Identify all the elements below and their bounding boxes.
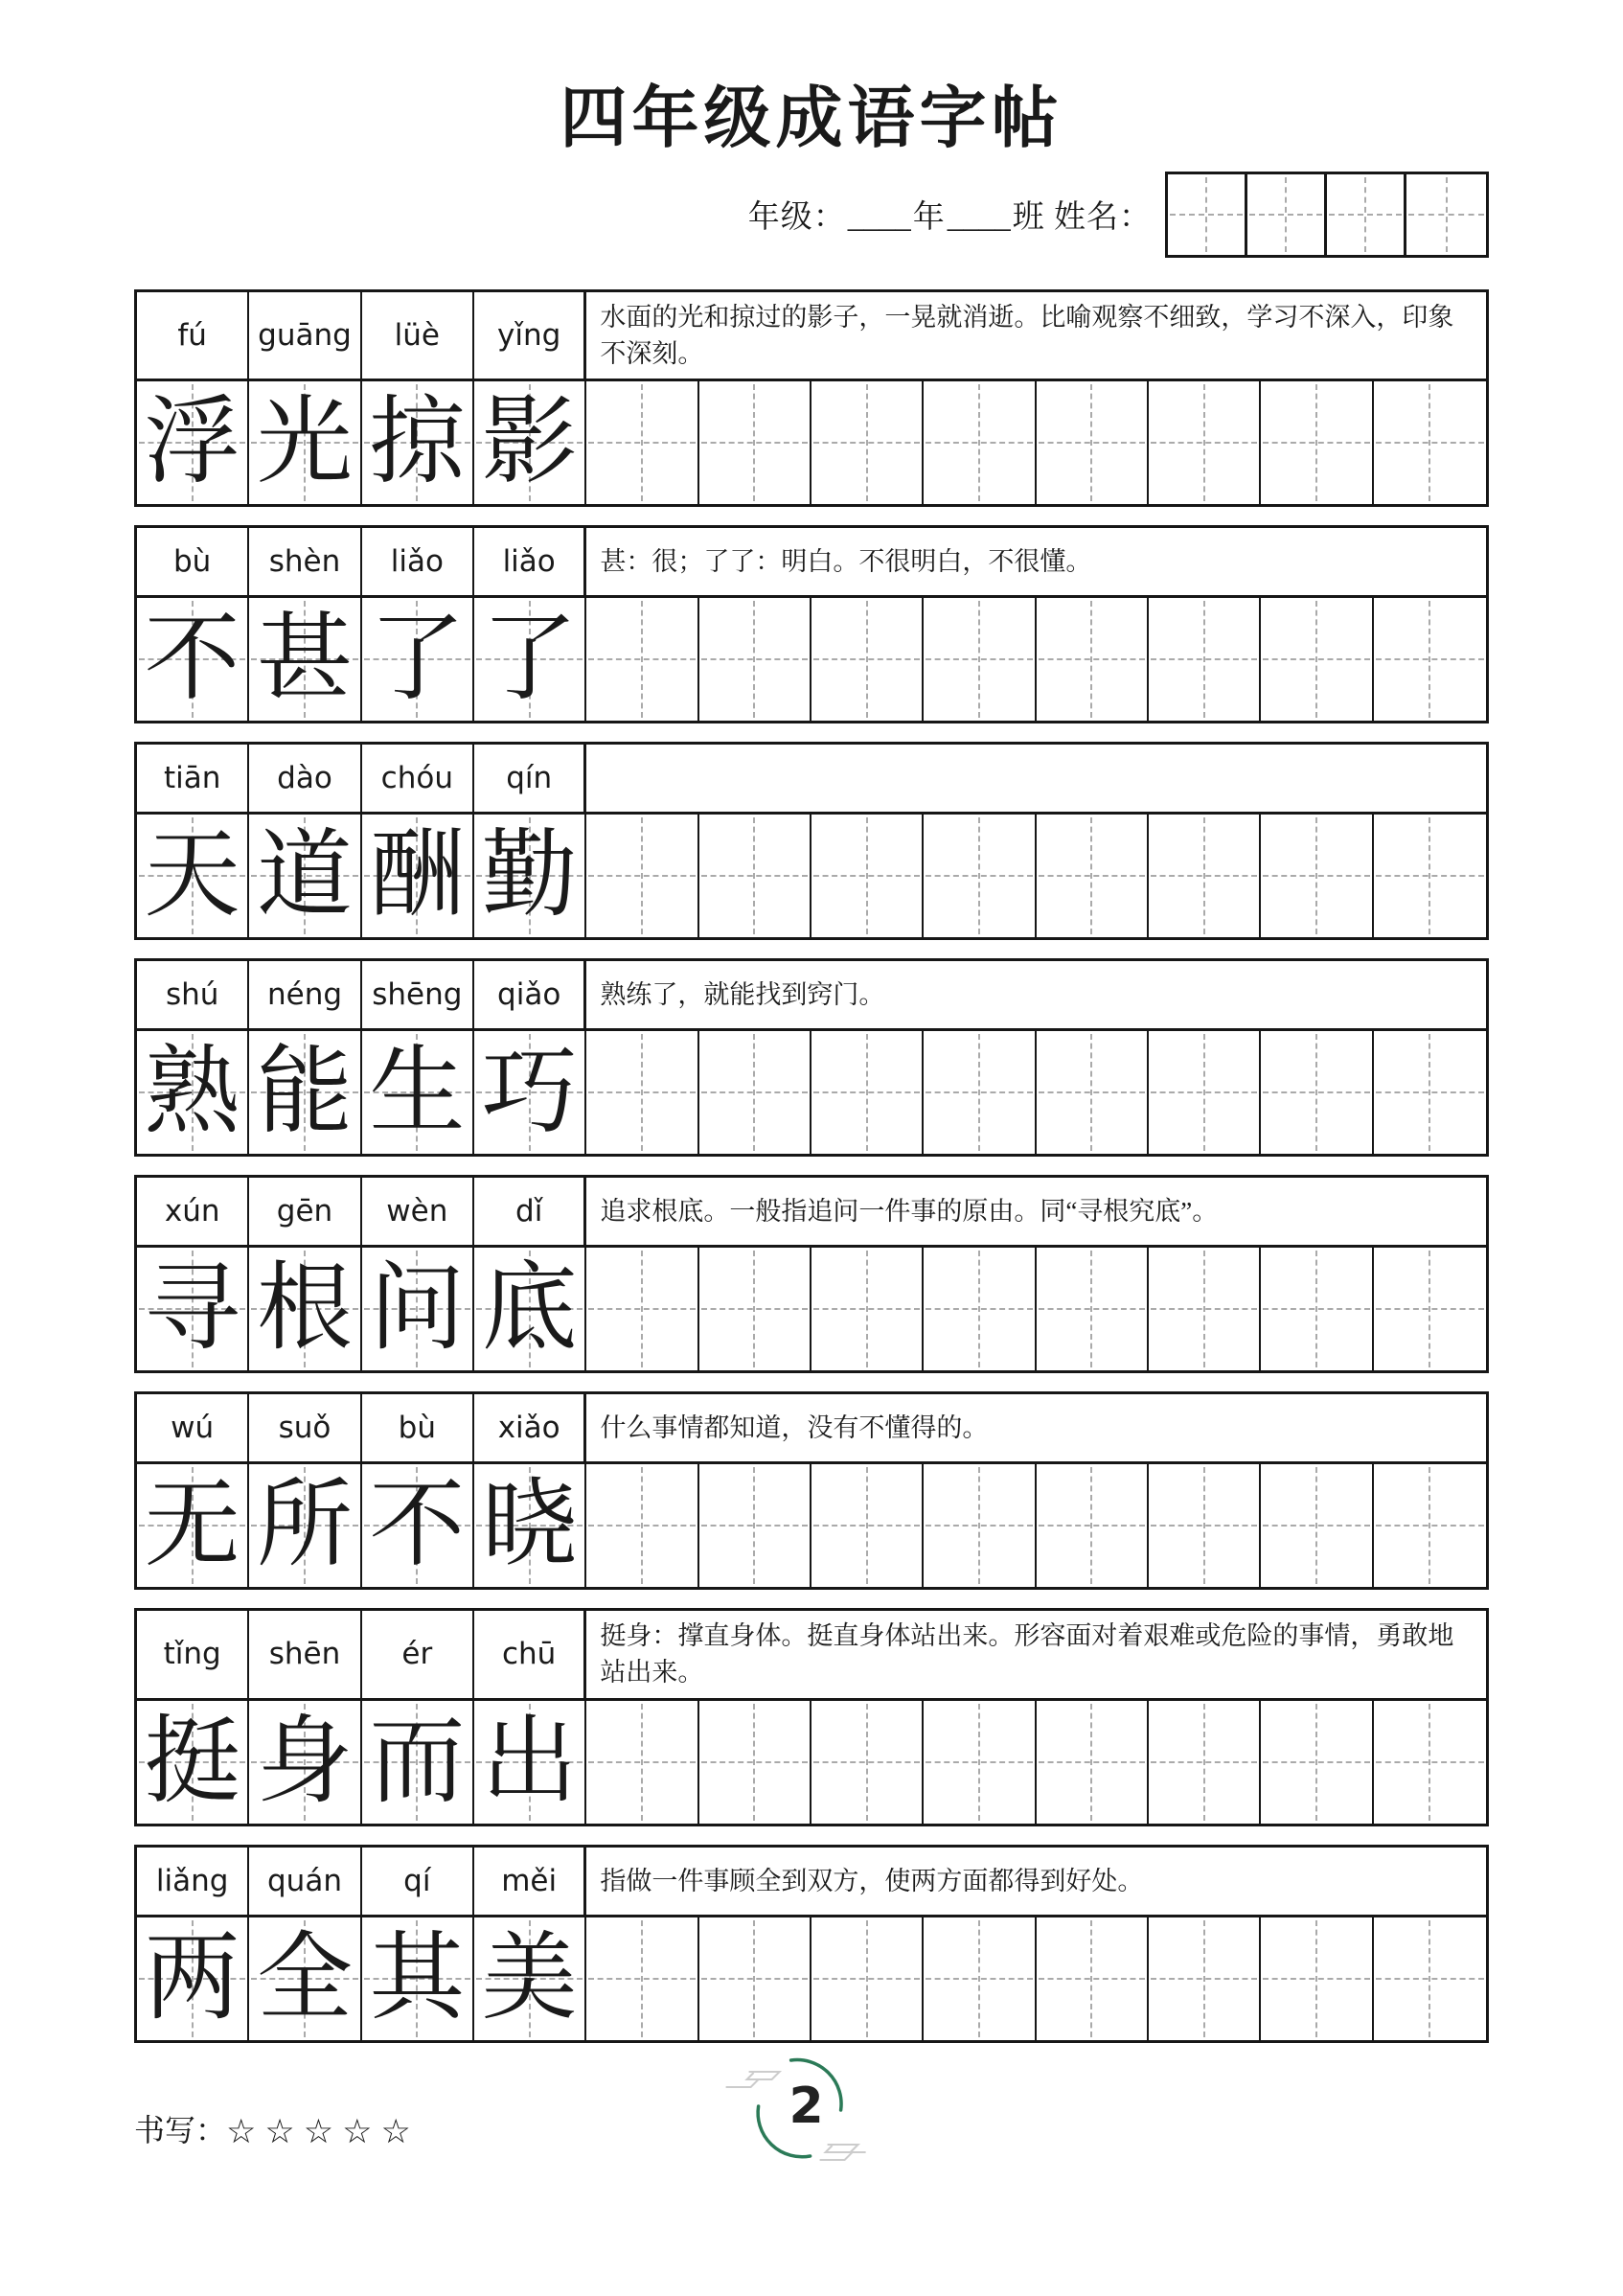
- practice-cell[interactable]: [1374, 1248, 1486, 1370]
- pinyin-cell: suǒ: [249, 1394, 361, 1461]
- idiom-character: 酬: [369, 822, 466, 930]
- practice-cell[interactable]: [699, 1701, 812, 1824]
- practice-cell[interactable]: [924, 1701, 1036, 1824]
- practice-cell[interactable]: [812, 815, 924, 937]
- definition-text: 水面的光和掠过的影子，一晃就消逝。比喻观察不细致，学习不深入，印象不深刻。: [600, 302, 1454, 368]
- model-character-cell: [249, 1464, 361, 1587]
- practice-cell[interactable]: [1037, 1917, 1149, 2040]
- pinyin-cell: néng: [249, 961, 361, 1028]
- idiom-block: [134, 1391, 1489, 1590]
- name-writing-grid[interactable]: [1165, 172, 1489, 258]
- character-row: [137, 815, 1486, 937]
- page-number-badge: [720, 2045, 893, 2189]
- model-character-cell: [474, 1701, 586, 1824]
- practice-cell[interactable]: [1149, 598, 1261, 721]
- practice-cell[interactable]: [1374, 1917, 1486, 2040]
- pinyin-cell: shēng: [362, 961, 474, 1028]
- pinyin-cell: quán: [249, 1848, 361, 1915]
- character-row: [137, 1031, 1486, 1154]
- practice-cell[interactable]: [1149, 1701, 1261, 1824]
- practice-cell[interactable]: [1261, 1248, 1373, 1370]
- idiom-character: 了: [481, 606, 578, 713]
- model-character-cell: [249, 598, 361, 721]
- model-character-cell: [474, 381, 586, 504]
- pinyin-cell: bù: [362, 1394, 474, 1461]
- practice-cell[interactable]: [924, 1917, 1036, 2040]
- pinyin-cell: gēn: [249, 1178, 361, 1245]
- model-character-cell: [362, 598, 474, 721]
- page-footer: [134, 2077, 1489, 2252]
- idiom-character: 而: [369, 1708, 466, 1815]
- pinyin-cell: wèn: [362, 1178, 474, 1245]
- definition-text: 追求根底。一般指追问一件事的原由。同“寻根究底”。: [600, 1196, 1219, 1226]
- practice-cell[interactable]: [1149, 1248, 1261, 1370]
- practice-cell[interactable]: [699, 1248, 812, 1370]
- model-character-cell: [474, 815, 586, 937]
- practice-cell[interactable]: [1261, 1917, 1373, 2040]
- idiom-character: 全: [256, 1924, 353, 2032]
- practice-cell[interactable]: [1374, 598, 1486, 721]
- practice-cell[interactable]: [699, 1031, 812, 1154]
- practice-cell[interactable]: [924, 815, 1036, 937]
- worksheet-content: [134, 0, 1489, 2252]
- idiom-character: 道: [256, 822, 353, 930]
- practice-cell[interactable]: [699, 815, 812, 937]
- character-row: [137, 1701, 1486, 1824]
- pinyin-cell: yǐng: [474, 292, 586, 379]
- pinyin-cell: liǎng: [137, 1848, 249, 1915]
- idiom-character: 晓: [481, 1472, 578, 1579]
- name-grid-cell[interactable]: [1406, 174, 1486, 255]
- model-character-cell: [362, 1248, 474, 1370]
- idiom-header-row: [137, 1178, 1486, 1248]
- idiom-block: [134, 742, 1489, 940]
- practice-cell[interactable]: [586, 1917, 698, 2040]
- pinyin-cell: chóu: [362, 745, 474, 812]
- student-info-row: [134, 169, 1489, 261]
- model-character-cell: [474, 1248, 586, 1370]
- practice-cell[interactable]: [586, 1031, 698, 1154]
- idiom-block: [134, 958, 1489, 1157]
- model-character-cell: [249, 1917, 361, 2040]
- practice-cell[interactable]: [1374, 815, 1486, 937]
- practice-cell[interactable]: [1374, 1701, 1486, 1824]
- character-row: [137, 1248, 1486, 1370]
- practice-cell[interactable]: [1037, 1248, 1149, 1370]
- model-character-cell: [362, 381, 474, 504]
- model-character-cell: [362, 815, 474, 937]
- pinyin-cell: měi: [474, 1848, 586, 1915]
- model-character-cell: [137, 1464, 249, 1587]
- model-character-cell: [137, 815, 249, 937]
- practice-cell[interactable]: [924, 1248, 1036, 1370]
- model-character-cell: [137, 1031, 249, 1154]
- page-number: 2: [789, 2077, 824, 2135]
- idiom-character: 两: [144, 1924, 240, 2032]
- student-info-labels: [748, 192, 1152, 237]
- practice-cell[interactable]: [812, 381, 924, 504]
- definition-text: 挺身：撑直身体。挺直身体站出来。形容面对着艰难或危险的事情，勇敢地站出来。: [600, 1621, 1454, 1688]
- pinyin-cell: qín: [474, 745, 586, 812]
- practice-cell[interactable]: [1261, 815, 1373, 937]
- practice-cell[interactable]: [1149, 1917, 1261, 2040]
- name-grid-cell[interactable]: [1168, 174, 1247, 255]
- practice-cell[interactable]: [586, 1248, 698, 1370]
- rating-stars[interactable]: ☆☆☆☆☆: [226, 2112, 420, 2151]
- idiom-character: 不: [144, 606, 240, 713]
- idiom-header-row: [137, 1394, 1486, 1464]
- idiom-character: 影: [481, 389, 578, 496]
- practice-cell[interactable]: [812, 1464, 924, 1587]
- practice-cell[interactable]: [924, 1464, 1036, 1587]
- idiom-block: [134, 1175, 1489, 1373]
- pinyin-cell: xún: [137, 1178, 249, 1245]
- model-character-cell: [249, 1701, 361, 1824]
- practice-cell[interactable]: [1037, 815, 1149, 937]
- idiom-header-row: [137, 1848, 1486, 1917]
- pinyin-cell: tiān: [137, 745, 249, 812]
- practice-cell[interactable]: [1261, 1031, 1373, 1154]
- idiom-blocks: [134, 289, 1489, 2043]
- practice-cell[interactable]: [699, 381, 812, 504]
- practice-cell[interactable]: [924, 381, 1036, 504]
- pinyin-cell: qí: [362, 1848, 474, 1915]
- practice-cell[interactable]: [812, 1031, 924, 1154]
- pinyin-cell: xiǎo: [474, 1394, 586, 1461]
- practice-cell[interactable]: [1037, 1464, 1149, 1587]
- pinyin-cell: chū: [474, 1611, 586, 1698]
- idiom-character: 身: [256, 1708, 353, 1815]
- idiom-character: 掠: [369, 389, 466, 496]
- definition-text: [586, 745, 1486, 812]
- practice-cell[interactable]: [699, 598, 812, 721]
- idiom-character: 寻: [144, 1255, 240, 1363]
- model-character-cell: [249, 1248, 361, 1370]
- model-character-cell: [474, 598, 586, 721]
- idiom-block: [134, 1845, 1489, 2043]
- pinyin-cell: shēn: [249, 1611, 361, 1698]
- practice-cell[interactable]: [699, 1917, 812, 2040]
- practice-cell[interactable]: [586, 815, 698, 937]
- idiom-header-row: [137, 961, 1486, 1031]
- practice-cell[interactable]: [586, 598, 698, 721]
- idiom-character: 天: [144, 822, 240, 930]
- pinyin-cell: shèn: [249, 528, 361, 595]
- practice-cell[interactable]: [812, 1248, 924, 1370]
- pinyin-cell: liǎo: [362, 528, 474, 595]
- practice-cell[interactable]: [1037, 1031, 1149, 1154]
- idiom-character: 无: [144, 1472, 240, 1579]
- idiom-character: 勤: [481, 822, 578, 930]
- idiom-character: 其: [369, 1924, 466, 2032]
- practice-cell[interactable]: [1261, 1701, 1373, 1824]
- model-character-cell: [362, 1464, 474, 1587]
- model-character-cell: [362, 1031, 474, 1154]
- model-character-cell: [249, 381, 361, 504]
- idiom-character: 底: [481, 1255, 578, 1363]
- practice-cell[interactable]: [1149, 381, 1261, 504]
- practice-cell[interactable]: [699, 1464, 812, 1587]
- character-row: [137, 381, 1486, 504]
- practice-cell[interactable]: [1261, 1464, 1373, 1587]
- idiom-character: 甚: [256, 606, 353, 713]
- practice-cell[interactable]: [1261, 598, 1373, 721]
- idiom-block: [134, 1608, 1489, 1826]
- practice-cell[interactable]: [812, 1701, 924, 1824]
- practice-cell[interactable]: [586, 1701, 698, 1824]
- practice-cell[interactable]: [812, 1917, 924, 2040]
- definition-text: 指做一件事顾全到双方，使两方面都得到好处。: [600, 1866, 1144, 1895]
- pinyin-cell: guāng: [249, 292, 361, 379]
- pinyin-cell: dào: [249, 745, 361, 812]
- pinyin-cell: wú: [137, 1394, 249, 1461]
- idiom-header-row: [137, 528, 1486, 598]
- model-character-cell: [249, 815, 361, 937]
- model-character-cell: [137, 1701, 249, 1824]
- practice-cell[interactable]: [924, 598, 1036, 721]
- practice-cell[interactable]: [586, 1464, 698, 1587]
- model-character-cell: [474, 1917, 586, 2040]
- model-character-cell: [137, 1248, 249, 1370]
- class-label: 班: [1012, 200, 1045, 235]
- name-grid-cell[interactable]: [1247, 174, 1327, 255]
- pinyin-cell: bù: [137, 528, 249, 595]
- model-character-cell: [474, 1464, 586, 1587]
- pinyin-cell: fú: [137, 292, 249, 379]
- idiom-character: 光: [256, 389, 353, 496]
- character-row: [137, 1464, 1486, 1587]
- pinyin-cell: lüè: [362, 292, 474, 379]
- idiom-character: 美: [481, 1924, 578, 2032]
- model-character-cell: [137, 1917, 249, 2040]
- name-label: 姓名：: [1054, 200, 1152, 235]
- model-character-cell: [249, 1031, 361, 1154]
- practice-cell[interactable]: [1149, 1464, 1261, 1587]
- practice-cell[interactable]: [1374, 381, 1486, 504]
- idiom-character: 不: [369, 1472, 466, 1579]
- practice-cell[interactable]: [1037, 598, 1149, 721]
- page-title: 四年级成语字帖: [560, 82, 1063, 156]
- practice-cell[interactable]: [1261, 381, 1373, 504]
- character-row: [137, 1917, 1486, 2040]
- practice-cell[interactable]: [924, 1031, 1036, 1154]
- idiom-character: 挺: [144, 1708, 240, 1815]
- practice-cell[interactable]: [1149, 1031, 1261, 1154]
- pinyin-cell: ér: [362, 1611, 474, 1698]
- idiom-header-row: [137, 292, 1486, 382]
- practice-cell[interactable]: [586, 381, 698, 504]
- practice-cell[interactable]: [1037, 381, 1149, 504]
- definition-text: 熟练了，就能找到窍门。: [600, 979, 885, 1009]
- cloud-bottom-right-icon: [820, 2145, 866, 2160]
- pinyin-cell: tǐng: [137, 1611, 249, 1698]
- definition-text: 什么事情都知道，没有不懂得的。: [600, 1412, 989, 1442]
- practice-cell[interactable]: [1149, 815, 1261, 937]
- idiom-character: 根: [256, 1255, 353, 1363]
- idiom-header-row: [137, 1611, 1486, 1701]
- pinyin-cell: shú: [137, 961, 249, 1028]
- idiom-block: [134, 525, 1489, 723]
- pinyin-cell: qiǎo: [474, 961, 586, 1028]
- definition-text: 甚：很；了了：明白。不很明白，不很懂。: [600, 546, 1092, 576]
- pinyin-cell: liǎo: [474, 528, 586, 595]
- model-character-cell: [362, 1701, 474, 1824]
- idiom-character: 巧: [481, 1039, 578, 1146]
- idiom-character: 出: [481, 1708, 578, 1815]
- practice-cell[interactable]: [812, 598, 924, 721]
- model-character-cell: [474, 1031, 586, 1154]
- idiom-header-row: [137, 745, 1486, 815]
- year-label: 年: [912, 200, 946, 235]
- idiom-character: 了: [369, 606, 466, 713]
- grade-label: 年级：: [747, 200, 846, 235]
- practice-cell[interactable]: [1374, 1031, 1486, 1154]
- practice-cell[interactable]: [1037, 1701, 1149, 1824]
- idiom-character: 能: [256, 1039, 353, 1146]
- idiom-character: 生: [369, 1039, 466, 1146]
- idiom-character: 熟: [144, 1039, 240, 1146]
- writing-label: 书写：: [134, 2112, 227, 2147]
- practice-cell[interactable]: [1374, 1464, 1486, 1587]
- name-grid-cell[interactable]: [1327, 174, 1406, 255]
- class-blank-field[interactable]: ____: [947, 200, 1011, 235]
- idiom-block: [134, 289, 1489, 508]
- model-character-cell: [362, 1917, 474, 2040]
- idiom-character: 浮: [144, 389, 240, 496]
- pinyin-cell: dǐ: [474, 1178, 586, 1245]
- grade-blank-field[interactable]: ____: [847, 200, 911, 235]
- idiom-character: 所: [256, 1472, 353, 1579]
- idiom-character: 问: [369, 1255, 466, 1363]
- model-character-cell: [137, 598, 249, 721]
- model-character-cell: [137, 381, 249, 504]
- writing-score: [134, 2106, 420, 2151]
- character-row: [137, 598, 1486, 721]
